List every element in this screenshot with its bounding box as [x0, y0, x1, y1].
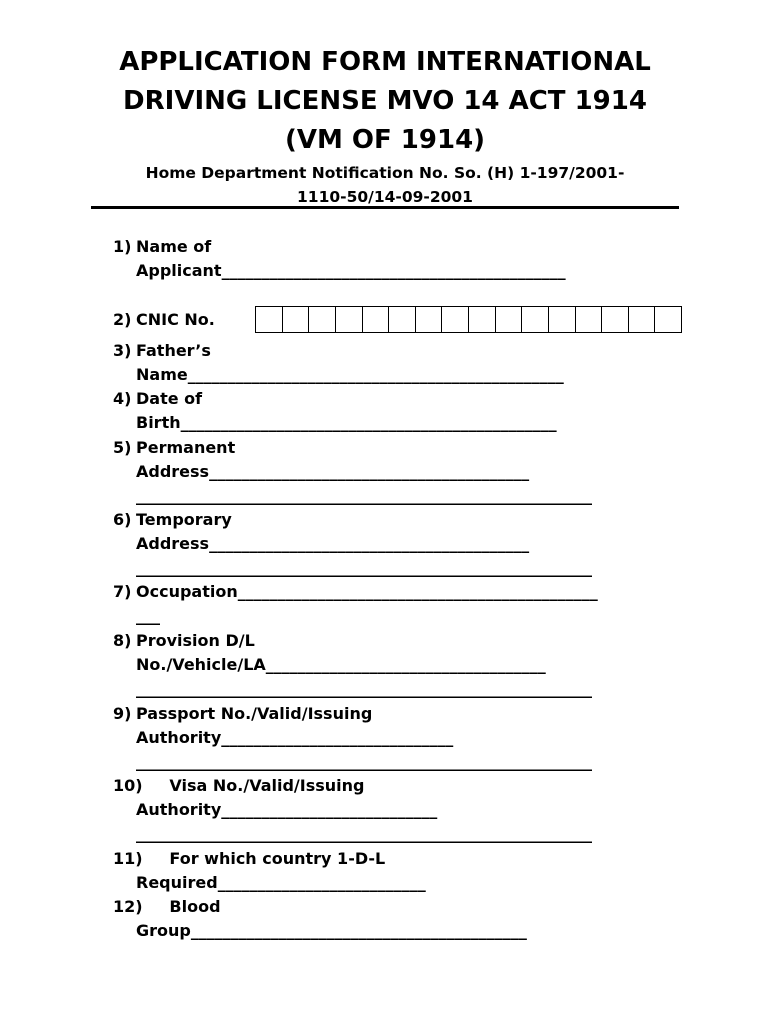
title-line-2: DRIVING LICENSE MVO 14 ACT 1914: [123, 86, 647, 116]
field-number: 8): [113, 631, 132, 650]
field-number: 6): [113, 510, 132, 529]
temporary-address-blank[interactable]: Address________________________________________: [136, 534, 530, 553]
field-label: Father’s: [136, 341, 211, 360]
passport-blank-2[interactable]: _________________________________________________________: [136, 752, 592, 771]
field-number: 12): [113, 897, 143, 916]
cnic-digit-box[interactable]: [256, 307, 283, 332]
cnic-digit-box[interactable]: [283, 307, 310, 332]
notification-reference: [0, 161, 770, 209]
cnic-digit-box[interactable]: [496, 307, 523, 332]
field-label: Visa No./Valid/Issuing: [136, 776, 365, 795]
provision-dl-blank[interactable]: No./Vehicle/LA___________________________________: [136, 655, 546, 674]
field-label: For which country 1-D-L: [136, 849, 386, 868]
cnic-digit-box[interactable]: [469, 307, 496, 332]
cnic-digit-box[interactable]: [602, 307, 629, 332]
field-number: 4): [113, 389, 132, 408]
field-label: Temporary: [136, 510, 232, 529]
field-number: 7): [113, 582, 132, 601]
occupation-blank-2[interactable]: ___: [136, 606, 160, 625]
field-label: Blood: [136, 897, 221, 916]
visa-blank[interactable]: Authority___________________________: [136, 800, 438, 819]
field-label: CNIC No.: [136, 310, 215, 329]
cnic-digit-box[interactable]: [416, 307, 443, 332]
cnic-digit-box[interactable]: [389, 307, 416, 332]
field-label: Provision D/L: [136, 631, 255, 650]
field-number: 10): [113, 776, 143, 795]
blood-group-blank[interactable]: Group__________________________________________: [136, 921, 527, 940]
field-label: Date of: [136, 389, 203, 408]
field-number: 1): [113, 237, 132, 256]
field-number: 11): [113, 849, 143, 868]
date-of-birth-blank[interactable]: Birth_______________________________________________: [136, 413, 557, 432]
header-divider: [91, 206, 679, 209]
cnic-digit-box[interactable]: [363, 307, 390, 332]
passport-blank[interactable]: Authority_____________________________: [136, 728, 454, 747]
field-number: 2): [113, 310, 132, 329]
cnic-digit-box[interactable]: [549, 307, 576, 332]
cnic-digit-box[interactable]: [576, 307, 603, 332]
title-line-1: APPLICATION FORM INTERNATIONAL: [119, 47, 651, 77]
permanent-address-blank[interactable]: Address________________________________________: [136, 462, 530, 481]
cnic-digit-box[interactable]: [522, 307, 549, 332]
cnic-digit-box[interactable]: [309, 307, 336, 332]
applicant-name-blank[interactable]: Applicant___________________________________________: [136, 261, 566, 280]
country-blank[interactable]: Required__________________________: [136, 873, 426, 892]
field-label: Permanent: [136, 438, 236, 457]
visa-blank-2[interactable]: _________________________________________________________: [136, 824, 592, 843]
notification-line-1: Home Department Notification No. So. (H) 1-197/2001-: [145, 164, 625, 182]
notification-line-2: 1110-50/14-09-2001: [297, 188, 473, 206]
fathers-name-blank[interactable]: Name_______________________________________________: [136, 365, 564, 384]
cnic-boxes: [255, 306, 682, 333]
field-label: Passport No./Valid/Issuing: [136, 704, 373, 723]
field-number: 3): [113, 341, 132, 360]
form-title: [0, 43, 770, 160]
title-line-3: (VM OF 1914): [284, 125, 486, 155]
temporary-address-blank-2[interactable]: _________________________________________________________: [136, 558, 592, 577]
cnic-digit-box[interactable]: [655, 307, 681, 332]
occupation-blank[interactable]: Occupation_____________________________________________: [136, 582, 598, 601]
cnic-digit-box[interactable]: [336, 307, 363, 332]
cnic-digit-box[interactable]: [442, 307, 469, 332]
permanent-address-blank-2[interactable]: _________________________________________________________: [136, 486, 592, 505]
field-number: 9): [113, 704, 132, 723]
field-number: 5): [113, 438, 132, 457]
cnic-digit-box[interactable]: [629, 307, 656, 332]
field-label: Name of: [136, 237, 212, 256]
provision-dl-blank-2[interactable]: _________________________________________________________: [136, 679, 592, 698]
